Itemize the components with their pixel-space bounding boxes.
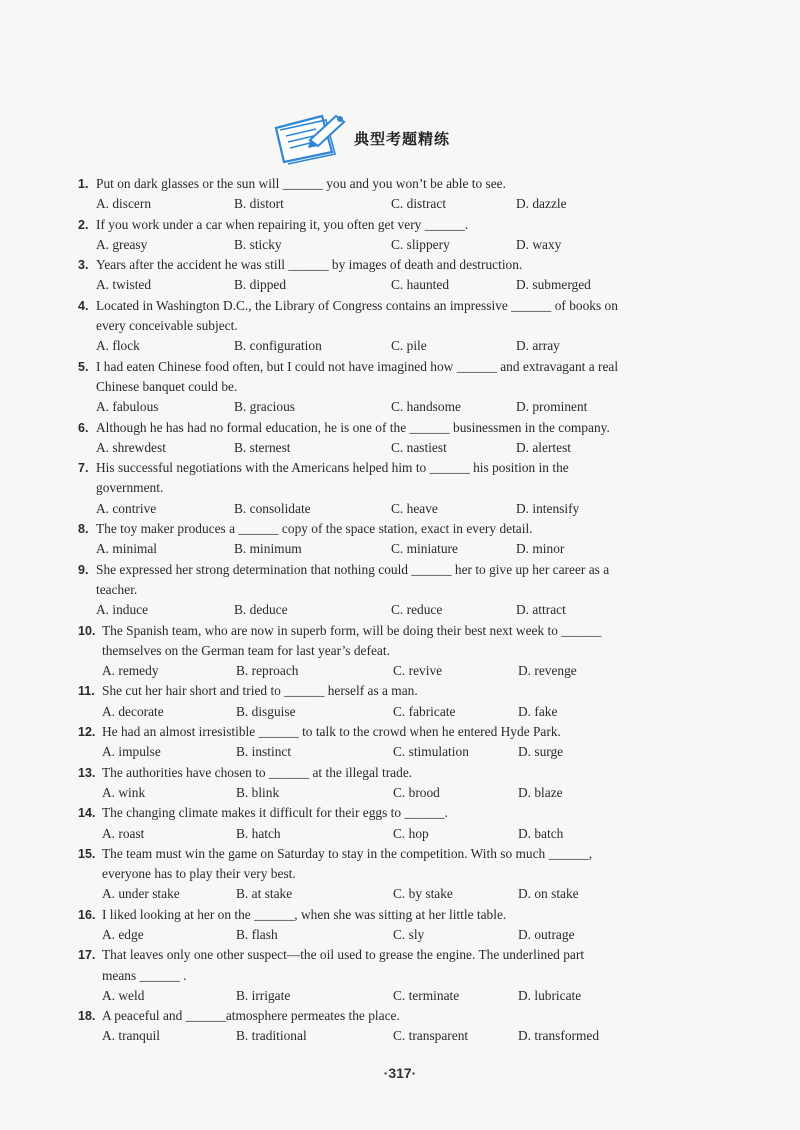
question-stem xyxy=(78,945,718,965)
answer-option: B. at stake xyxy=(236,886,293,902)
question-stem xyxy=(78,357,718,377)
question-stem xyxy=(78,681,718,701)
answer-option: D. fake xyxy=(518,703,558,719)
answer-option: B. flash xyxy=(236,926,278,942)
answer-option: C. stimulation xyxy=(393,744,469,760)
question-text-continued: means ______ . xyxy=(102,967,187,983)
answer-option: B. sternest xyxy=(234,439,291,455)
answer-option: D. outrage xyxy=(518,926,575,942)
question-text: The toy maker produces a ______ copy of the space station, exact in every detail. xyxy=(96,521,533,537)
answer-option: B. irrigate xyxy=(236,987,291,1003)
answer-option: C. nastiest xyxy=(391,439,447,455)
question-number: 5. xyxy=(78,359,89,374)
pencil-notebook-icon xyxy=(270,110,348,166)
question-item xyxy=(78,418,718,459)
question-stem xyxy=(78,621,718,641)
answer-options xyxy=(78,884,718,904)
question-item xyxy=(78,844,718,905)
answer-options xyxy=(78,661,718,681)
page-number: ·317· xyxy=(383,1065,417,1081)
question-text: I liked looking at her on the ______, when she was sitting at her little table. xyxy=(102,906,507,922)
question-number: 8. xyxy=(78,522,89,537)
answer-options xyxy=(78,783,718,803)
answer-option: D. surge xyxy=(518,744,564,760)
question-text: Located in Washington D.C., the Library of Congress contains an impressive ______ of books on xyxy=(96,297,618,313)
answer-option: A. tranquil xyxy=(102,1028,161,1044)
question-text: Years after the accident he was still ______ by images of death and destruction. xyxy=(96,257,523,273)
answer-option: A. shrewdest xyxy=(96,439,166,455)
question-text: The Spanish team, who are now in superb form, will be doing their best next week to ______ xyxy=(102,622,602,638)
question-stem xyxy=(78,722,718,742)
question-stem xyxy=(78,763,718,783)
answer-option: A. greasy xyxy=(96,236,148,252)
question-text: A peaceful and ______atmosphere permeates the place. xyxy=(102,1008,400,1024)
question-text-continued: every conceivable subject. xyxy=(96,318,238,334)
section-title: 典型考题精练 xyxy=(354,129,451,148)
answer-option: A. twisted xyxy=(96,277,152,293)
question-item xyxy=(78,803,718,844)
question-number: 6. xyxy=(78,420,89,435)
answer-options xyxy=(78,986,718,1006)
answer-options xyxy=(78,194,718,214)
question-text-continued: Chinese banquet could be. xyxy=(96,378,238,394)
question-text-continued: themselves on the German team for last year’s defeat. xyxy=(102,642,390,658)
question-stem xyxy=(78,458,718,478)
answer-option: A. remedy xyxy=(102,663,159,679)
answer-option: C. by stake xyxy=(393,886,453,902)
question-item xyxy=(78,519,718,560)
answer-option: A. decorate xyxy=(102,703,164,719)
question-text: Although he has had no formal education, he is one of the ______ businessmen in the company. xyxy=(96,419,610,435)
question-item xyxy=(78,174,718,215)
answer-option: C. haunted xyxy=(391,277,450,293)
question-text: He had an almost irresistible ______ to talk to the crowd when he entered Hyde Park. xyxy=(102,724,561,740)
question-stem xyxy=(78,905,718,925)
question-stem xyxy=(78,174,718,194)
answer-option: B. configuration xyxy=(234,338,322,354)
question-number: 18. xyxy=(78,1009,96,1024)
question-stem xyxy=(78,560,718,580)
answer-option: A. wink xyxy=(102,784,146,800)
question-text: She expressed her strong determination that nothing could ______ her to give up her career as a xyxy=(96,561,610,577)
answer-option: B. instinct xyxy=(236,744,292,760)
answer-option: B. blink xyxy=(236,784,280,800)
answer-options xyxy=(78,438,718,458)
answer-option: C. hop xyxy=(393,825,429,841)
answer-option: B. reproach xyxy=(236,663,299,679)
answer-option: A. fabulous xyxy=(96,399,159,415)
answer-options xyxy=(78,336,718,356)
question-item xyxy=(78,722,718,763)
question-text: That leaves only one other suspect—the oil used to grease the engine. The underlined part xyxy=(102,947,585,963)
answer-option: B. gracious xyxy=(234,399,295,415)
answer-option: C. terminate xyxy=(393,987,460,1003)
question-item xyxy=(78,905,718,946)
question-number: 2. xyxy=(78,217,89,232)
question-text: She cut her hair short and tried to ______ herself as a man. xyxy=(102,683,418,699)
answer-option: C. reduce xyxy=(391,602,443,618)
question-stem xyxy=(78,296,718,316)
answer-options xyxy=(78,275,718,295)
question-item xyxy=(78,1006,718,1047)
answer-option: A. contrive xyxy=(96,500,157,516)
answer-options xyxy=(78,539,718,559)
question-text: I had eaten Chinese food often, but I could not have imagined how ______ and extravagant a real xyxy=(96,358,619,374)
answer-option: D. intensify xyxy=(516,500,580,516)
answer-option: C. heave xyxy=(391,500,438,516)
answer-option: A. discern xyxy=(96,196,152,212)
question-number: 15. xyxy=(78,846,96,861)
question-text-continued: government. xyxy=(96,480,164,496)
answer-option: A. under stake xyxy=(102,886,180,902)
answer-option: B. deduce xyxy=(234,602,288,618)
answer-options xyxy=(78,600,718,620)
answer-option: A. impulse xyxy=(102,744,161,760)
answer-option: C. transparent xyxy=(393,1028,469,1044)
question-item xyxy=(78,458,718,519)
question-number: 17. xyxy=(78,948,96,963)
answer-option: C. distract xyxy=(391,196,447,212)
answer-option: B. sticky xyxy=(234,236,282,252)
section-header xyxy=(270,108,530,168)
question-item xyxy=(78,296,718,357)
answer-option: B. traditional xyxy=(236,1028,307,1044)
answer-option: B. minimum xyxy=(234,541,302,557)
question-number: 7. xyxy=(78,461,89,476)
question-item xyxy=(78,560,718,621)
question-text-continued: everyone has to play their very best. xyxy=(102,866,296,882)
question-item xyxy=(78,215,718,256)
answer-option: D. transformed xyxy=(518,1028,600,1044)
question-number: 1. xyxy=(78,177,89,191)
question-text: His successful negotiations with the Americans helped him to ______ his position in the xyxy=(96,460,569,476)
question-item xyxy=(78,681,718,722)
question-number: 16. xyxy=(78,907,96,922)
answer-option: D. alertest xyxy=(516,439,572,455)
answer-option: C. miniature xyxy=(391,541,458,557)
answer-option: A. induce xyxy=(96,602,149,618)
answer-options xyxy=(78,702,718,722)
answer-option: C. pile xyxy=(391,338,427,354)
question-number: 9. xyxy=(78,562,89,577)
question-text: Put on dark glasses or the sun will ______ you and you won’t be able to see. xyxy=(96,176,506,191)
question-stem xyxy=(78,255,718,275)
question-stem xyxy=(78,519,718,539)
answer-option: B. disguise xyxy=(236,703,296,719)
answer-option: A. edge xyxy=(102,926,144,942)
answer-option: B. dipped xyxy=(234,277,287,293)
question-text: The changing climate makes it difficult for their eggs to ______. xyxy=(102,805,448,821)
question-number: 3. xyxy=(78,258,89,273)
answer-option: D. blaze xyxy=(518,784,563,800)
answer-option: D. waxy xyxy=(516,236,562,252)
question-number: 10. xyxy=(78,623,96,638)
answer-option: D. minor xyxy=(516,541,565,557)
answer-option: D. batch xyxy=(518,825,564,841)
question-stem xyxy=(78,418,718,438)
question-item xyxy=(78,945,718,1006)
question-number: 13. xyxy=(78,765,96,780)
answer-option: D. attract xyxy=(516,602,566,618)
answer-option: A. roast xyxy=(102,825,145,841)
question-stem xyxy=(78,803,718,823)
answer-option: A. minimal xyxy=(96,541,157,557)
answer-option: D. array xyxy=(516,338,560,354)
question-text: The team must win the game on Saturday to stay in the competition. With so much ______, xyxy=(102,845,593,861)
answer-options xyxy=(78,397,718,417)
answer-options xyxy=(78,1026,718,1046)
answer-option: C. revive xyxy=(393,663,443,679)
question-item xyxy=(78,255,718,296)
question-number: 4. xyxy=(78,298,89,313)
answer-option: D. lubricate xyxy=(518,987,582,1003)
answer-option: C. fabricate xyxy=(393,703,456,719)
answer-option: C. slippery xyxy=(391,236,450,252)
answer-option: C. sly xyxy=(393,926,425,942)
answer-option: A. weld xyxy=(102,987,145,1003)
answer-options xyxy=(78,499,718,519)
answer-option: B. consolidate xyxy=(234,500,311,516)
answer-option: D. revenge xyxy=(518,663,577,679)
answer-option: A. flock xyxy=(96,338,140,354)
question-item xyxy=(78,357,718,418)
answer-options xyxy=(78,925,718,945)
question-number: 12. xyxy=(78,725,96,740)
question-text: If you work under a car when repairing it, you often get very ______. xyxy=(96,216,469,232)
answer-option: D. submerged xyxy=(516,277,591,293)
answer-option: D. on stake xyxy=(518,886,579,902)
answer-option: C. brood xyxy=(393,784,440,800)
question-text-continued: teacher. xyxy=(96,581,138,597)
answer-options xyxy=(78,742,718,762)
answer-options xyxy=(78,824,718,844)
question-number: 11. xyxy=(78,684,95,699)
question-item xyxy=(78,621,718,682)
question-list xyxy=(78,174,718,1047)
answer-option: D. prominent xyxy=(516,399,588,415)
question-text: The authorities have chosen to ______ at the illegal trade. xyxy=(102,764,413,780)
question-number: 14. xyxy=(78,806,96,821)
answer-option: B. hatch xyxy=(236,825,281,841)
question-item xyxy=(78,763,718,804)
question-stem xyxy=(78,1006,718,1026)
answer-option: D. dazzle xyxy=(516,196,567,212)
question-stem xyxy=(78,215,718,235)
answer-options xyxy=(78,235,718,255)
question-stem xyxy=(78,844,718,864)
answer-option: C. handsome xyxy=(391,399,461,415)
answer-option: B. distort xyxy=(234,196,284,212)
